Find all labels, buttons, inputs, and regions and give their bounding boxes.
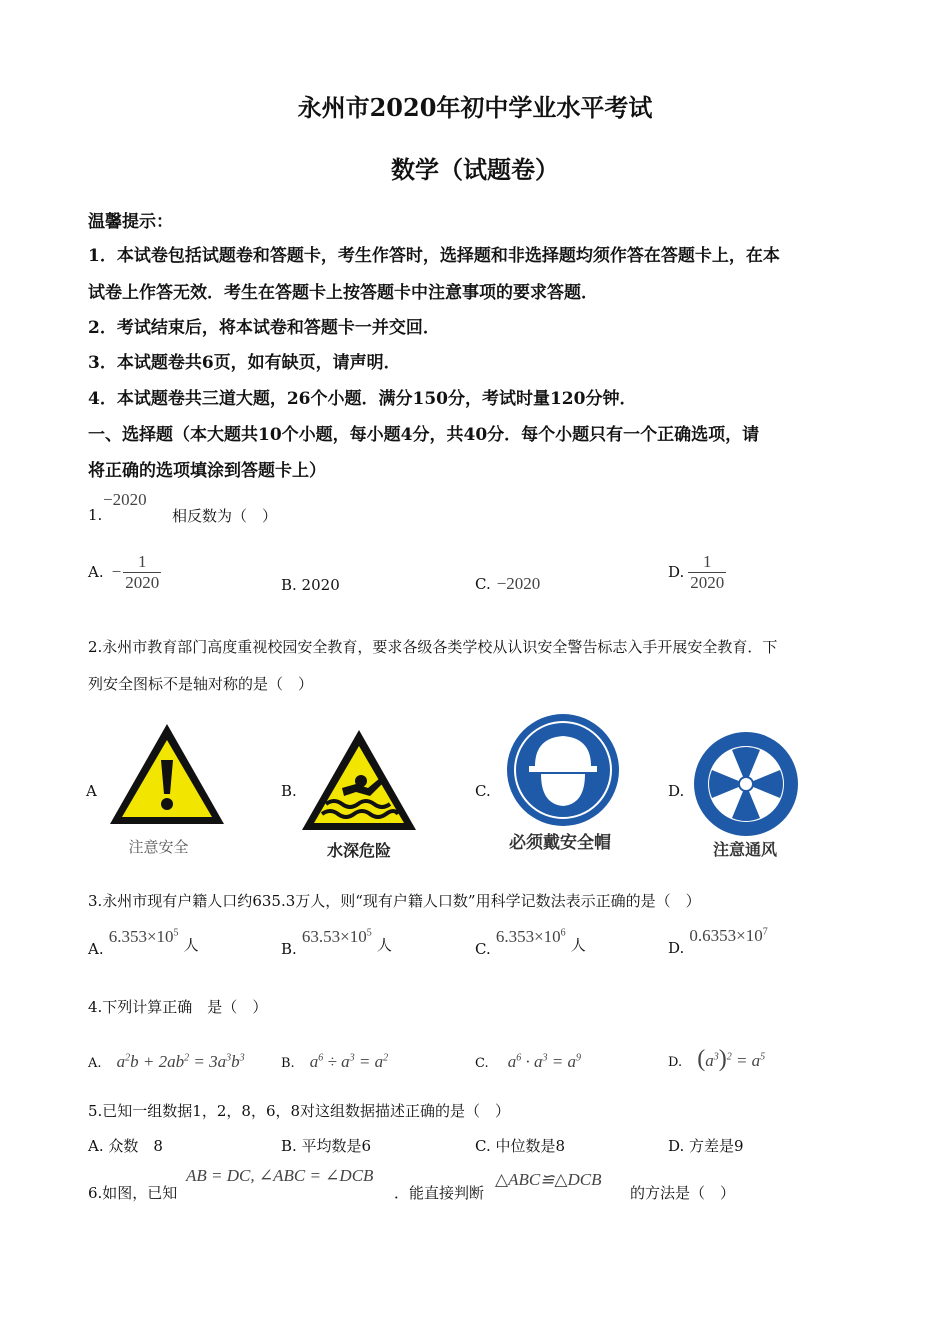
q2-option-label: D. — [668, 782, 685, 800]
option-value: 6.353×10 — [495, 927, 561, 946]
notice-line: 试卷上作答无效．考生在答题卡上按答题卡中注意事项的要求答题． — [88, 283, 598, 303]
ventilation-sign-icon[interactable] — [692, 730, 800, 838]
option-formula: $a^2b + 2ab^2 = 3a^3b^3$ — [116, 1052, 245, 1071]
q1-question: 相反数为（ ） — [172, 507, 278, 525]
q5-question: 5.已知一组数据1，2，8，6，8对这组数据描述正确的是（ ） — [88, 1102, 511, 1120]
notice-line: 4．本试题卷共三道大题，26个小题．满分150分，考试时量120分钟． — [88, 389, 637, 409]
option-formula: $(a^3)^2 = a^5$ — [697, 1046, 766, 1072]
q5-option-a[interactable]: A. 众数 8 — [88, 1137, 163, 1155]
option-label: D. — [668, 939, 685, 957]
fraction — [688, 552, 726, 592]
caution-warning-icon[interactable] — [106, 720, 228, 828]
q2-option-label: C. — [475, 782, 491, 800]
option-value: 0.6353×10 — [689, 926, 763, 945]
q1-expression: −2020 — [103, 490, 147, 509]
sign-caption: 注意通风 — [712, 840, 777, 859]
q5-option-d[interactable]: D. 方差是9 — [668, 1137, 744, 1155]
option-label: C. — [475, 940, 491, 958]
q4-option-d[interactable] — [668, 1046, 765, 1073]
option-value: −2020 — [496, 574, 541, 593]
minus-sign: − — [111, 562, 122, 582]
q1-option-a[interactable] — [88, 552, 161, 592]
section-heading: 一、选择题（本大题共10个小题，每小题4分，共40分．每个小题只有一个正确选项，请 — [88, 425, 760, 445]
q1-number: 1. — [88, 506, 103, 524]
option-formula: $a^6 \div a^3 = a^2$ — [309, 1052, 389, 1071]
notice-heading: 温馨提示： — [88, 212, 173, 232]
fraction-denominator: 2020 — [690, 572, 725, 592]
q1-option-d[interactable] — [668, 552, 726, 592]
fraction — [123, 552, 161, 592]
section-heading-cont: 将正确的选项填涂到答题卡上） — [88, 461, 326, 481]
unit: 人 — [376, 936, 392, 954]
deep-water-warning-icon[interactable] — [298, 726, 420, 834]
q2-option-label: A — [86, 782, 97, 800]
notice-line: 1．本试卷包括试题卷和答题卡，考生作答时，选择题和非选择题均须作答在答题卡上，在本 — [88, 246, 780, 266]
q4-question: 4.下列计算正确 是（ ） — [88, 998, 268, 1016]
q6-condition: AB = DC, ∠ABC = ∠DCB — [186, 1166, 374, 1185]
q3-option-a[interactable] — [88, 926, 199, 958]
option-value: 63.53×10 — [301, 927, 367, 946]
exam-subtitle: 数学（试题卷） — [391, 155, 559, 184]
unit: 人 — [183, 936, 199, 954]
q6-question-prefix: 6.如图，已知 — [88, 1184, 178, 1202]
q6-question-suffix: 的方法是（ ） — [630, 1184, 736, 1202]
safety-helmet-sign-icon[interactable] — [505, 712, 621, 828]
q5-option-b[interactable]: B. 平均数是6 — [281, 1137, 372, 1155]
sign-caption: 必须戴安全帽 — [509, 833, 611, 853]
notice-line: 2．考试结束后，将本试卷和答题卡一并交回． — [88, 318, 440, 338]
q4-option-b[interactable] — [281, 1052, 388, 1072]
option-label: B. — [281, 940, 297, 958]
q2-question: 2.永州市教育部门高度重视校园安全教育，要求各级各类学校从认识安全警告标志入手开展安全教育．下 — [88, 638, 778, 656]
q3-option-d[interactable] — [668, 926, 768, 957]
exponent: 7 — [762, 926, 768, 938]
option-value: 6.353×10 — [108, 927, 174, 946]
q2-question-cont: 列安全图标不是轴对称的是（ ） — [88, 675, 314, 693]
exponent: 5 — [366, 927, 372, 939]
option-label: D. — [668, 563, 685, 582]
fraction-numerator: 1 — [688, 552, 726, 573]
q3-option-b[interactable] — [281, 926, 392, 958]
notice-line: 3．本试题卷共6页，如有缺页，请声明． — [88, 353, 401, 373]
q1-option-c[interactable] — [475, 574, 540, 594]
q6-question-mid: ．能直接判断 — [394, 1184, 485, 1202]
q6-conclusion: △ABC≌△DCB — [495, 1170, 602, 1189]
exam-title: 永州市2020年初中学业水平考试 — [297, 93, 653, 122]
exponent: 6 — [560, 927, 566, 939]
q1-option-b[interactable]: B. 2020 — [281, 576, 340, 594]
option-label: A. — [88, 563, 104, 582]
q3-question: 3.永州市现有户籍人口约635.3万人，则“现有户籍人口数”用科学记数法表示正确的是（ ） — [88, 892, 701, 910]
option-label: D. — [668, 1055, 683, 1070]
q3-option-c[interactable] — [475, 926, 586, 958]
option-label: A. — [88, 940, 104, 958]
q5-option-c[interactable]: C. 中位数是8 — [475, 1137, 566, 1155]
option-formula: $a^6 \cdot a^3 = a^9$ — [507, 1052, 581, 1071]
option-label: B. — [281, 1056, 295, 1071]
q4-option-c[interactable] — [475, 1052, 581, 1072]
exponent: 5 — [173, 927, 179, 939]
sign-caption: 水深危险 — [326, 841, 391, 860]
option-label: C. — [475, 1056, 489, 1071]
option-label: A. — [88, 1056, 102, 1071]
q2-option-label: B. — [281, 782, 297, 800]
fraction-numerator: 1 — [123, 552, 161, 573]
fraction-denominator: 2020 — [125, 572, 160, 592]
unit: 人 — [570, 936, 586, 954]
sign-caption: 注意安全 — [128, 838, 189, 856]
q4-option-a[interactable] — [88, 1052, 245, 1072]
option-label: C. — [475, 575, 491, 593]
